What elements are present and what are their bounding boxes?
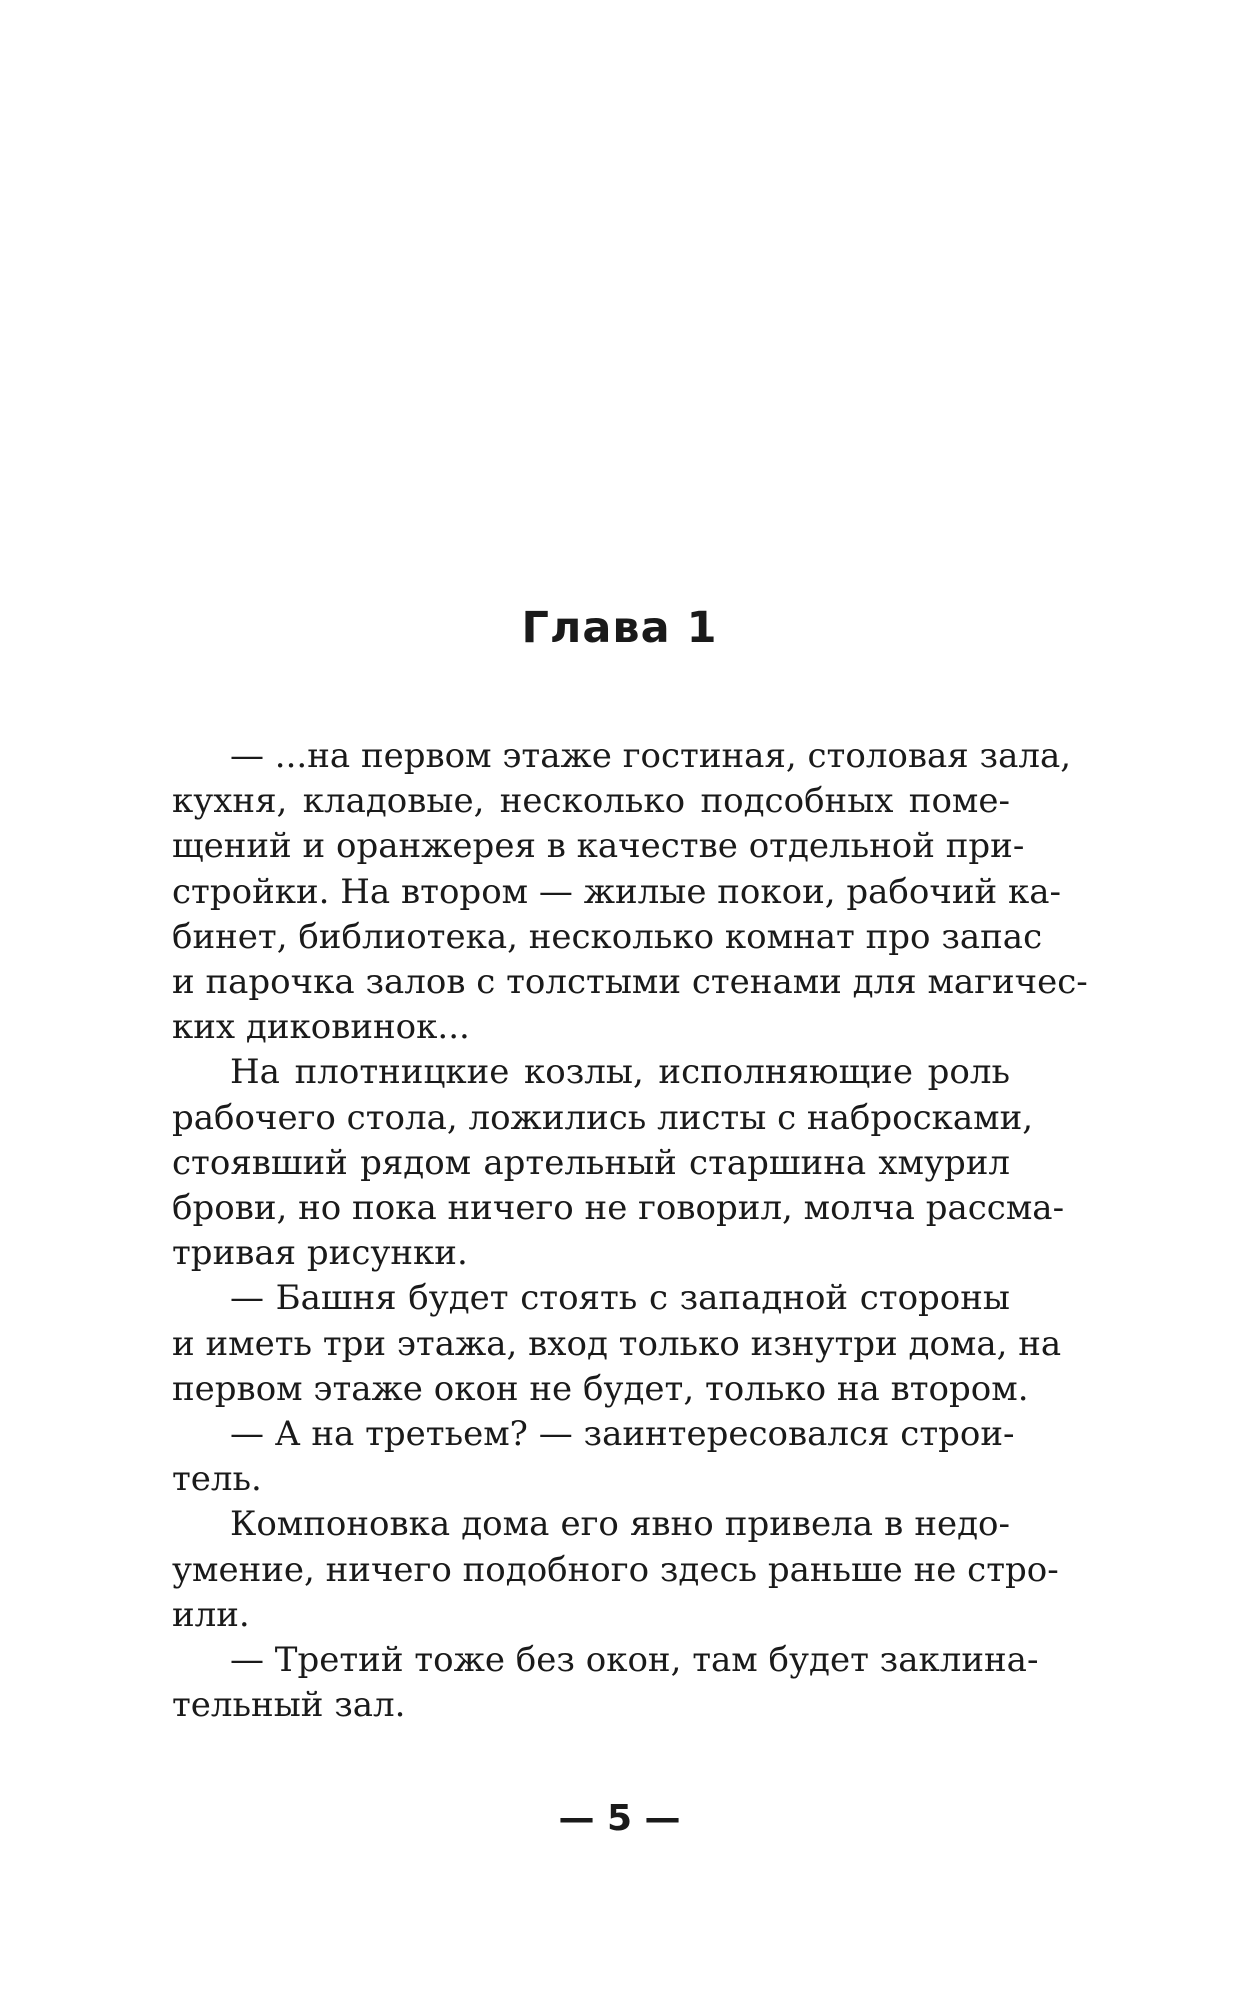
- text-line: — Башня будет стоять с западной стороны: [230, 1278, 1010, 1319]
- text-line: — Третий тоже без окон, там будет заклина-: [230, 1640, 1039, 1681]
- text-line: тривая рисунки.: [172, 1233, 468, 1274]
- text-line: брови, но пока ничего не говорил, молча рассма-: [172, 1188, 1065, 1229]
- paragraph: [172, 1412, 1015, 1502]
- paragraph: [172, 1050, 1065, 1276]
- text-line: тельный зал.: [172, 1685, 406, 1726]
- text-line: — ...на первом этаже гостиная, столовая зала,: [230, 736, 1072, 776]
- text-line: кухня, кладовые, несколько подсобных поме-: [172, 781, 1010, 822]
- text-line: щений и оранжерея в качестве отдельной при-: [172, 826, 1025, 867]
- text-line: Компоновка дома его явно привела в недо-: [230, 1504, 1010, 1545]
- text-line: и иметь три этажа, вход только изнутри дома, на: [172, 1323, 1062, 1364]
- text-line: стоявший рядом артельный старшина хмурил: [172, 1142, 1010, 1183]
- text-line: умение, ничего подобного здесь раньше не стро-: [172, 1549, 1059, 1590]
- chapter-title: Глава 1: [521, 603, 718, 653]
- text-line: ких диковинок...: [172, 1007, 470, 1048]
- text-line: первом этаже окон не будет, только на втором.: [172, 1368, 1029, 1409]
- text-line: и парочка залов с толстыми стенами для магичес-: [172, 962, 1088, 1003]
- text-line: — А на третьем? — заинтересовался строи-: [230, 1414, 1015, 1455]
- text-line: бинет, библиотека, несколько комнат про запас: [172, 916, 1043, 957]
- page-number: — 5 —: [558, 1798, 681, 1839]
- text-line: стройки. На втором — жилые покои, рабочий ка-: [172, 871, 1061, 912]
- paragraph: [172, 1638, 1039, 1728]
- paragraph: [172, 734, 1088, 1050]
- paragraph: [172, 1276, 1062, 1412]
- body-text: [172, 734, 1088, 1728]
- text-line: На плотницкие козлы, исполняющие роль: [230, 1052, 1010, 1093]
- text-line: тель.: [172, 1459, 262, 1500]
- paragraph: [172, 1502, 1059, 1638]
- text-line: рабочего стола, ложились листы с набросками,: [172, 1097, 1034, 1138]
- text-line: или.: [172, 1594, 250, 1635]
